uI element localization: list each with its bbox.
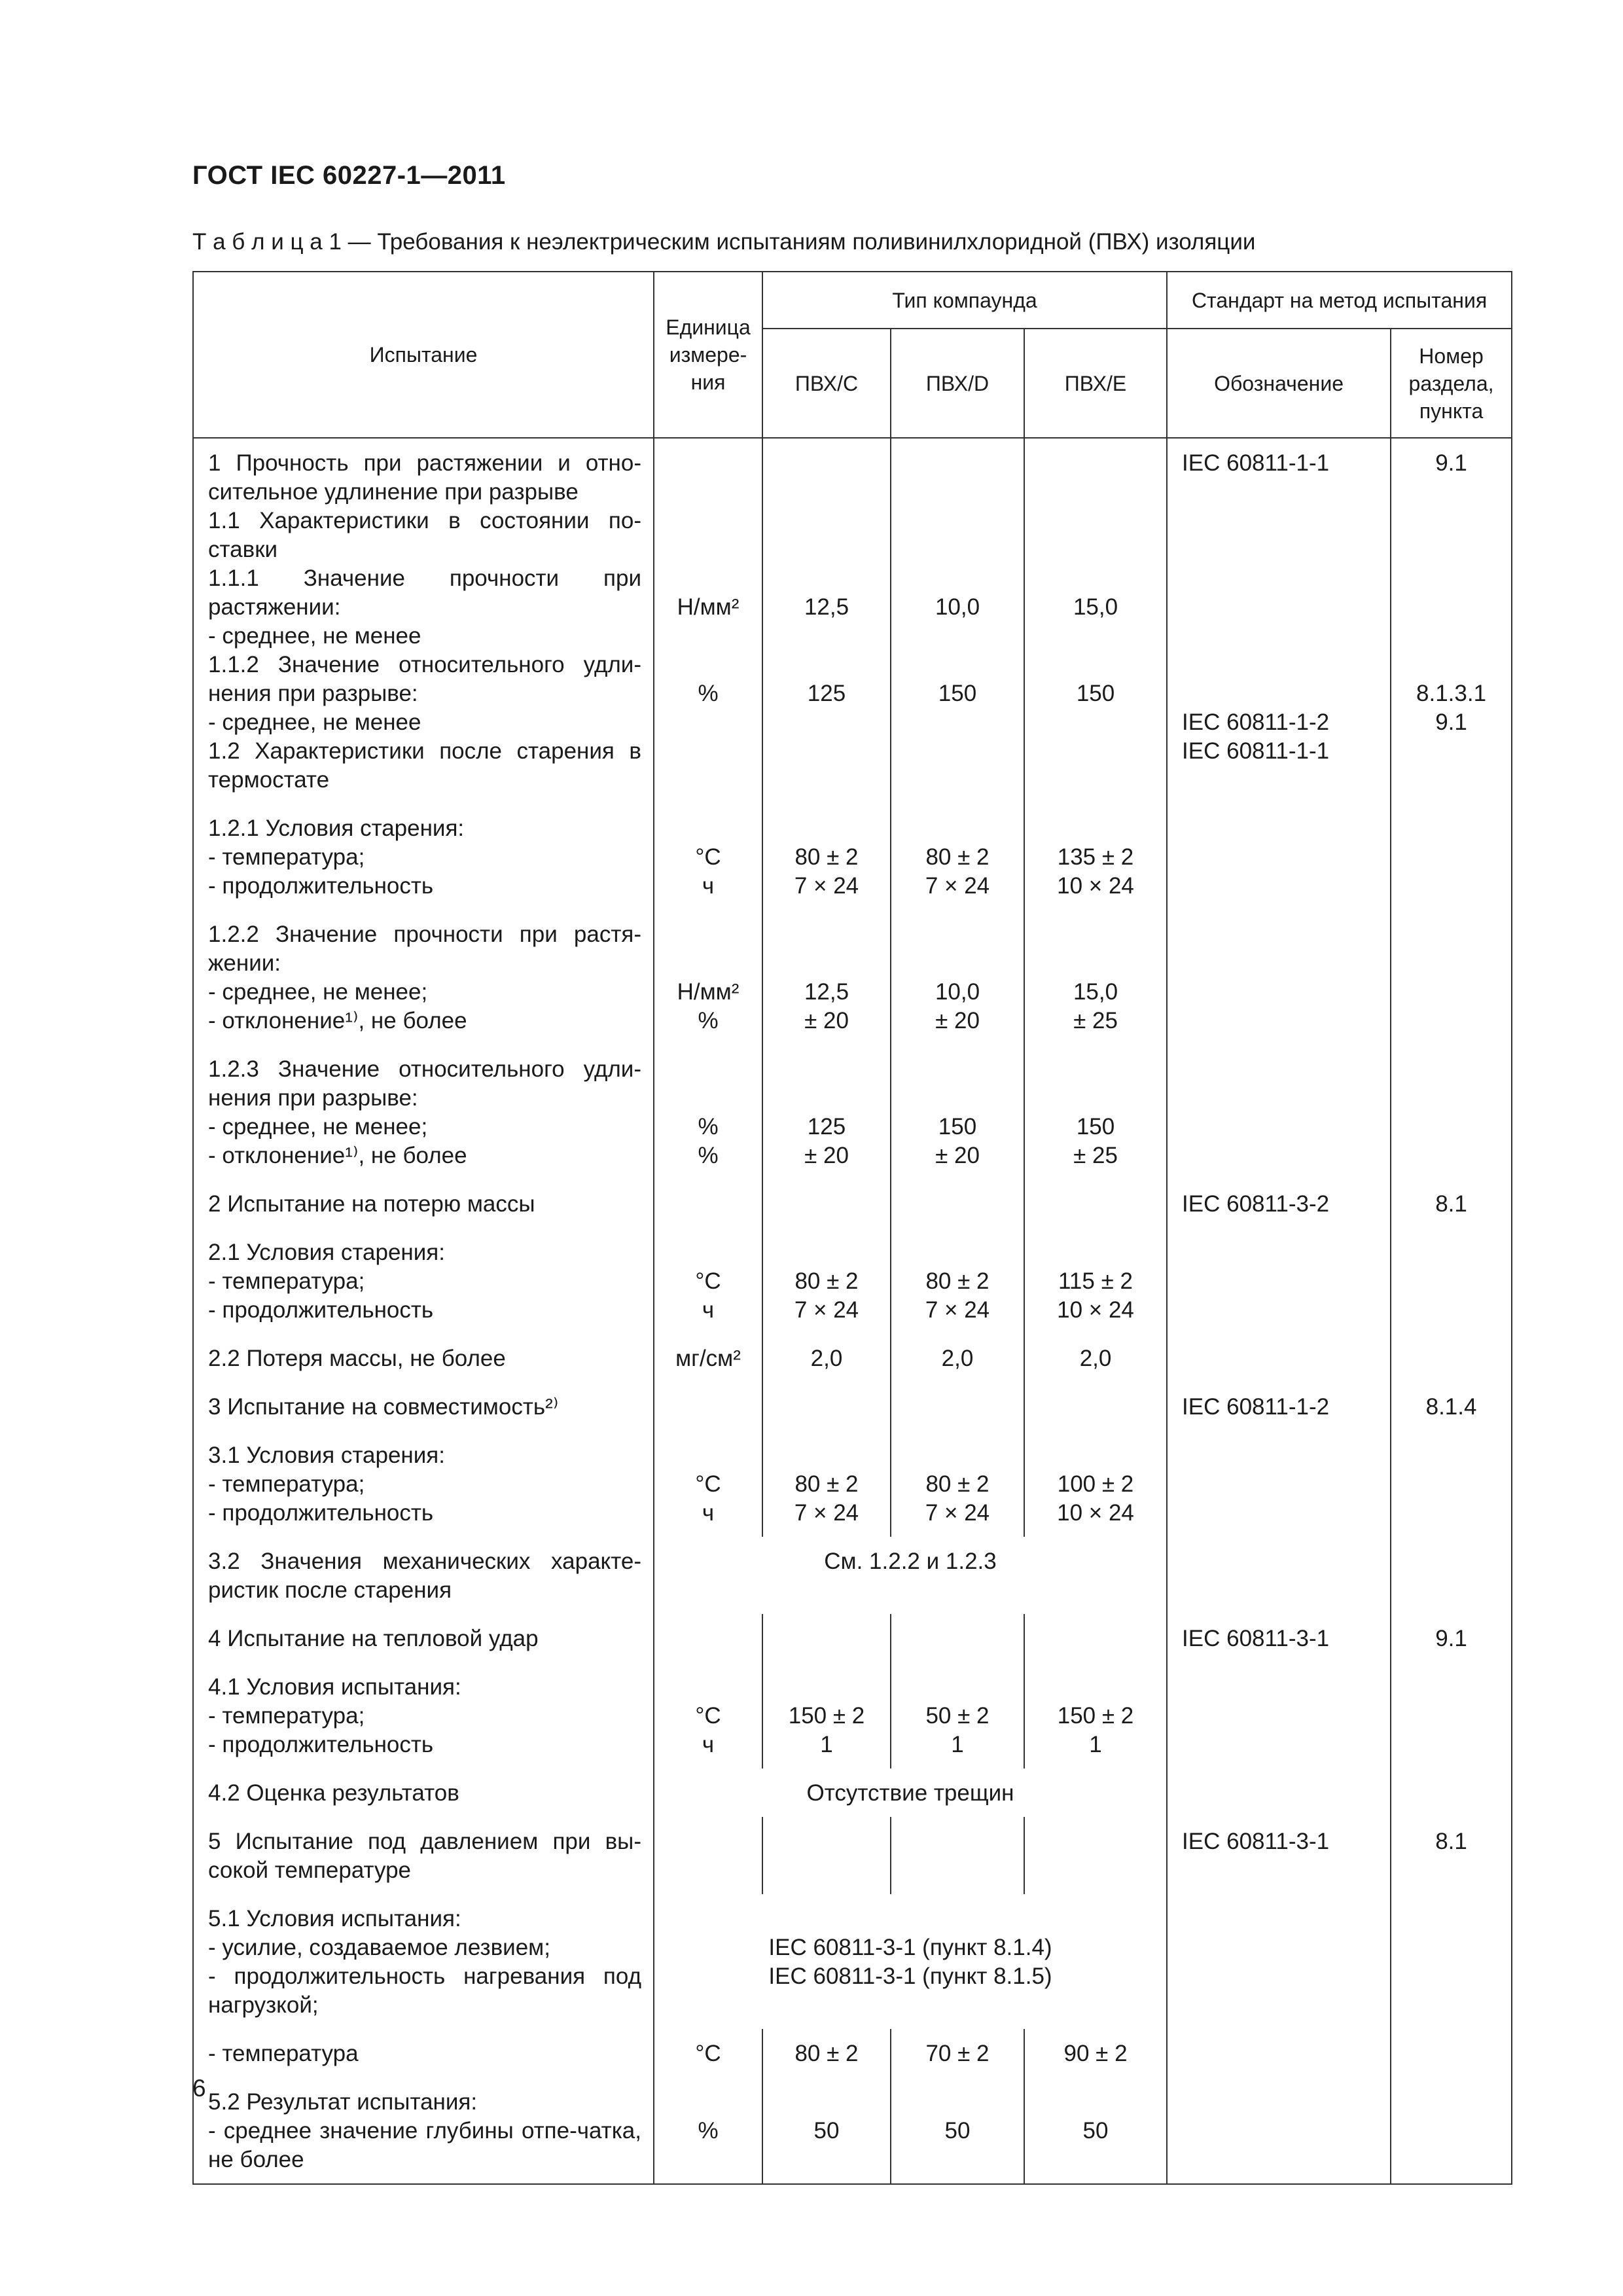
cell-test: 2.2 Потеря массы, не более: [193, 1334, 654, 1382]
cell-section: [1391, 1894, 1512, 2029]
table-row: [193, 1382, 1512, 1431]
table-row: [193, 1817, 1512, 1894]
table-row: [193, 1334, 1512, 1382]
cell-section: [1391, 1537, 1512, 1614]
cell-pvc-e: 150 ± 2 1: [1024, 1662, 1167, 1768]
header-pvc-c: ПВХ/С: [762, 329, 891, 438]
cell-pvc-d: 2,0: [891, 1334, 1024, 1382]
table-row: [193, 1228, 1512, 1334]
cell-test: 5.2 Результат испытания: - среднее значение глубины отпе-чатка, не более: [193, 2077, 654, 2184]
cell-pvc-c: 80 ± 2 7 × 24: [762, 1228, 891, 1334]
cell-test: 4.2 Оценка результатов: [193, 1768, 654, 1817]
cell-designation: [1167, 1537, 1391, 1614]
cell-pvc-d: [891, 1382, 1024, 1431]
table-row: [193, 1894, 1512, 2029]
cell-pvc-c: 80 ± 2 7 × 24: [762, 804, 891, 910]
cell-pvc-c: 80 ± 2 7 × 24: [762, 1431, 891, 1537]
header-test: Испытание: [193, 272, 654, 438]
cell-pvc-c: 2,0: [762, 1334, 891, 1382]
table-row: [193, 1045, 1512, 1179]
cell-pvc-d: 80 ± 2 7 × 24: [891, 804, 1024, 910]
cell-test: 1.2.3 Значение относительного удли-нения при разрыве: - среднее, не менее; - отклонение¹⁾, не более: [193, 1045, 654, 1179]
cell-pvc-d: 80 ± 2 7 × 24: [891, 1431, 1024, 1537]
cell-pvc-c: 150 ± 2 1: [762, 1662, 891, 1768]
cell-section: [1391, 1431, 1512, 1537]
cell-designation: IEC 60811-3-1: [1167, 1614, 1391, 1662]
cell-pvc-e: [1024, 1382, 1167, 1431]
cell-pvc-e: 50: [1024, 2077, 1167, 2184]
cell-section: [1391, 2077, 1512, 2184]
cell-merged-value: IEC 60811-3-1 (пункт 8.1.4) IEC 60811-3-1 (пункт 8.1.5): [654, 1894, 1167, 2029]
cell-designation: [1167, 1662, 1391, 1768]
cell-pvc-c: 12,5 ± 20: [762, 910, 891, 1045]
cell-section: [1391, 1045, 1512, 1179]
cell-pvc-e: 2,0: [1024, 1334, 1167, 1382]
cell-unit: °C ч: [654, 804, 762, 910]
cell-test: 1.2.1 Условия старения: - температура; - продолжительность: [193, 804, 654, 910]
header-standard: Стандарт на метод испытания: [1167, 272, 1512, 329]
cell-test: 1 Прочность при растяжении и отно-сительное удлинение при разрыве 1.1 Характеристики в состоянии по-ставки 1.1.1 Значение прочности при растяжении: - среднее, не менее 1.1.2 Значение относительного удли-нения при разрыве: - среднее, не менее 1.2 Характеристики после старения в термостате: [193, 438, 654, 804]
requirements-table: [192, 271, 1512, 2185]
cell-designation: [1167, 910, 1391, 1045]
header-section: Номер раздела, пункта: [1391, 329, 1512, 438]
cell-section: [1391, 1662, 1512, 1768]
cell-pvc-e: 150 ± 25: [1024, 1045, 1167, 1179]
cell-test: 4.1 Условия испытания: - температура; - продолжительность: [193, 1662, 654, 1768]
table-row: [193, 804, 1512, 910]
table-row: [193, 438, 1512, 804]
cell-pvc-d: 80 ± 2 7 × 24: [891, 1228, 1024, 1334]
cell-section: 8.1.4: [1391, 1382, 1512, 1431]
cell-test: 3.1 Условия старения: - температура; - продолжительность: [193, 1431, 654, 1537]
cell-pvc-e: [1024, 1614, 1167, 1662]
cell-section: 9.1 8.1.3.1 9.1: [1391, 438, 1512, 804]
cell-section: 9.1: [1391, 1614, 1512, 1662]
cell-unit: [654, 1614, 762, 1662]
cell-section: [1391, 804, 1512, 910]
cell-test: 3.2 Значения механических характе-ристик после старения: [193, 1537, 654, 1614]
cell-section: [1391, 2029, 1512, 2077]
table-body: [193, 438, 1512, 2184]
cell-pvc-e: 90 ± 2: [1024, 2029, 1167, 2077]
table-row: [193, 1537, 1512, 1614]
cell-test: 2 Испытание на потерю массы: [193, 1179, 654, 1228]
cell-section: 8.1: [1391, 1817, 1512, 1894]
cell-designation: [1167, 1228, 1391, 1334]
cell-section: [1391, 1334, 1512, 1382]
cell-pvc-c: 80 ± 2: [762, 2029, 891, 2077]
cell-pvc-d: [891, 1817, 1024, 1894]
cell-designation: [1167, 2077, 1391, 2184]
header-pvc-e: ПВХ/Е: [1024, 329, 1167, 438]
cell-pvc-c: [762, 1382, 891, 1431]
cell-designation: [1167, 1334, 1391, 1382]
cell-designation: [1167, 2029, 1391, 2077]
cell-pvc-d: 10,0 150: [891, 438, 1024, 804]
cell-test: - температура: [193, 2029, 654, 2077]
cell-merged-value: Отсутствие трещин: [654, 1768, 1167, 1817]
cell-pvc-d: 50 ± 2 1: [891, 1662, 1024, 1768]
cell-test: 1.2.2 Значение прочности при растя-жении: - среднее, не менее; - отклонение¹⁾, не более: [193, 910, 654, 1045]
cell-designation: [1167, 804, 1391, 910]
cell-unit: Н/мм² %: [654, 910, 762, 1045]
cell-section: 8.1: [1391, 1179, 1512, 1228]
cell-unit: % %: [654, 1045, 762, 1179]
cell-unit: Н/мм² %: [654, 438, 762, 804]
cell-merged-value: См. 1.2.2 и 1.2.3: [654, 1537, 1167, 1614]
cell-designation: [1167, 1768, 1391, 1817]
cell-section: [1391, 1228, 1512, 1334]
cell-pvc-d: [891, 1179, 1024, 1228]
cell-pvc-e: 15,0 ± 25: [1024, 910, 1167, 1045]
cell-designation: IEC 60811-1-2: [1167, 1382, 1391, 1431]
document-title: ГОСТ IEC 60227-1—2011: [192, 161, 506, 190]
cell-designation: IEC 60811-3-1: [1167, 1817, 1391, 1894]
header-designation: Обозначение: [1167, 329, 1391, 438]
cell-pvc-e: [1024, 1817, 1167, 1894]
cell-unit: °C ч: [654, 1228, 762, 1334]
table-row: [193, 1768, 1512, 1817]
cell-unit: [654, 1817, 762, 1894]
header-compound-type: Тип компаунда: [762, 272, 1167, 329]
cell-pvc-c: 50: [762, 2077, 891, 2184]
cell-pvc-c: 125 ± 20: [762, 1045, 891, 1179]
cell-unit: [654, 1382, 762, 1431]
table-row: [193, 2029, 1512, 2077]
cell-pvc-d: 10,0 ± 20: [891, 910, 1024, 1045]
cell-designation: [1167, 1045, 1391, 1179]
cell-unit: [654, 1179, 762, 1228]
cell-designation: IEC 60811-1-1 IEC 60811-1-2 IEC 60811-1-1: [1167, 438, 1391, 804]
cell-section: [1391, 1768, 1512, 1817]
table-caption: Т а б л и ц а 1 — Требования к неэлектрическим испытаниям поливинилхлоридной (ПВХ) изоляции: [192, 229, 1256, 255]
table-row: [193, 2077, 1512, 2184]
cell-unit: мг/см²: [654, 1334, 762, 1382]
cell-test: 3 Испытание на совместимость²⁾: [193, 1382, 654, 1431]
cell-pvc-c: [762, 1614, 891, 1662]
cell-test: 4 Испытание на тепловой удар: [193, 1614, 654, 1662]
header-unit: Единица измере-ния: [654, 272, 762, 438]
page-number: 6: [192, 2075, 206, 2102]
cell-test: 5.1 Условия испытания: - усилие, создаваемое лезвием; - продолжительность нагревания под нагрузкой;: [193, 1894, 654, 2029]
cell-pvc-c: [762, 1179, 891, 1228]
cell-section: [1391, 910, 1512, 1045]
cell-pvc-e: 15,0 150: [1024, 438, 1167, 804]
cell-designation: [1167, 1431, 1391, 1537]
cell-pvc-e: 100 ± 2 10 × 24: [1024, 1431, 1167, 1537]
cell-unit: °C ч: [654, 1662, 762, 1768]
table-row: [193, 910, 1512, 1045]
table-row: [193, 1614, 1512, 1662]
table-row: [193, 1179, 1512, 1228]
table-row: [193, 1662, 1512, 1768]
cell-pvc-d: 150 ± 20: [891, 1045, 1024, 1179]
header-pvc-d: ПВХ/D: [891, 329, 1024, 438]
cell-pvc-e: 115 ± 2 10 × 24: [1024, 1228, 1167, 1334]
cell-pvc-d: [891, 1614, 1024, 1662]
cell-pvc-c: 12,5 125: [762, 438, 891, 804]
cell-pvc-c: [762, 1817, 891, 1894]
cell-unit: %: [654, 2077, 762, 2184]
cell-designation: IEC 60811-3-2: [1167, 1179, 1391, 1228]
cell-pvc-d: 50: [891, 2077, 1024, 2184]
table-row: [193, 1431, 1512, 1537]
cell-unit: °C: [654, 2029, 762, 2077]
cell-test: 2.1 Условия старения: - температура; - продолжительность: [193, 1228, 654, 1334]
cell-pvc-e: 135 ± 2 10 × 24: [1024, 804, 1167, 910]
cell-pvc-e: [1024, 1179, 1167, 1228]
cell-test: 5 Испытание под давлением при вы-сокой температуре: [193, 1817, 654, 1894]
cell-unit: °C ч: [654, 1431, 762, 1537]
cell-pvc-d: 70 ± 2: [891, 2029, 1024, 2077]
cell-designation: [1167, 1894, 1391, 2029]
